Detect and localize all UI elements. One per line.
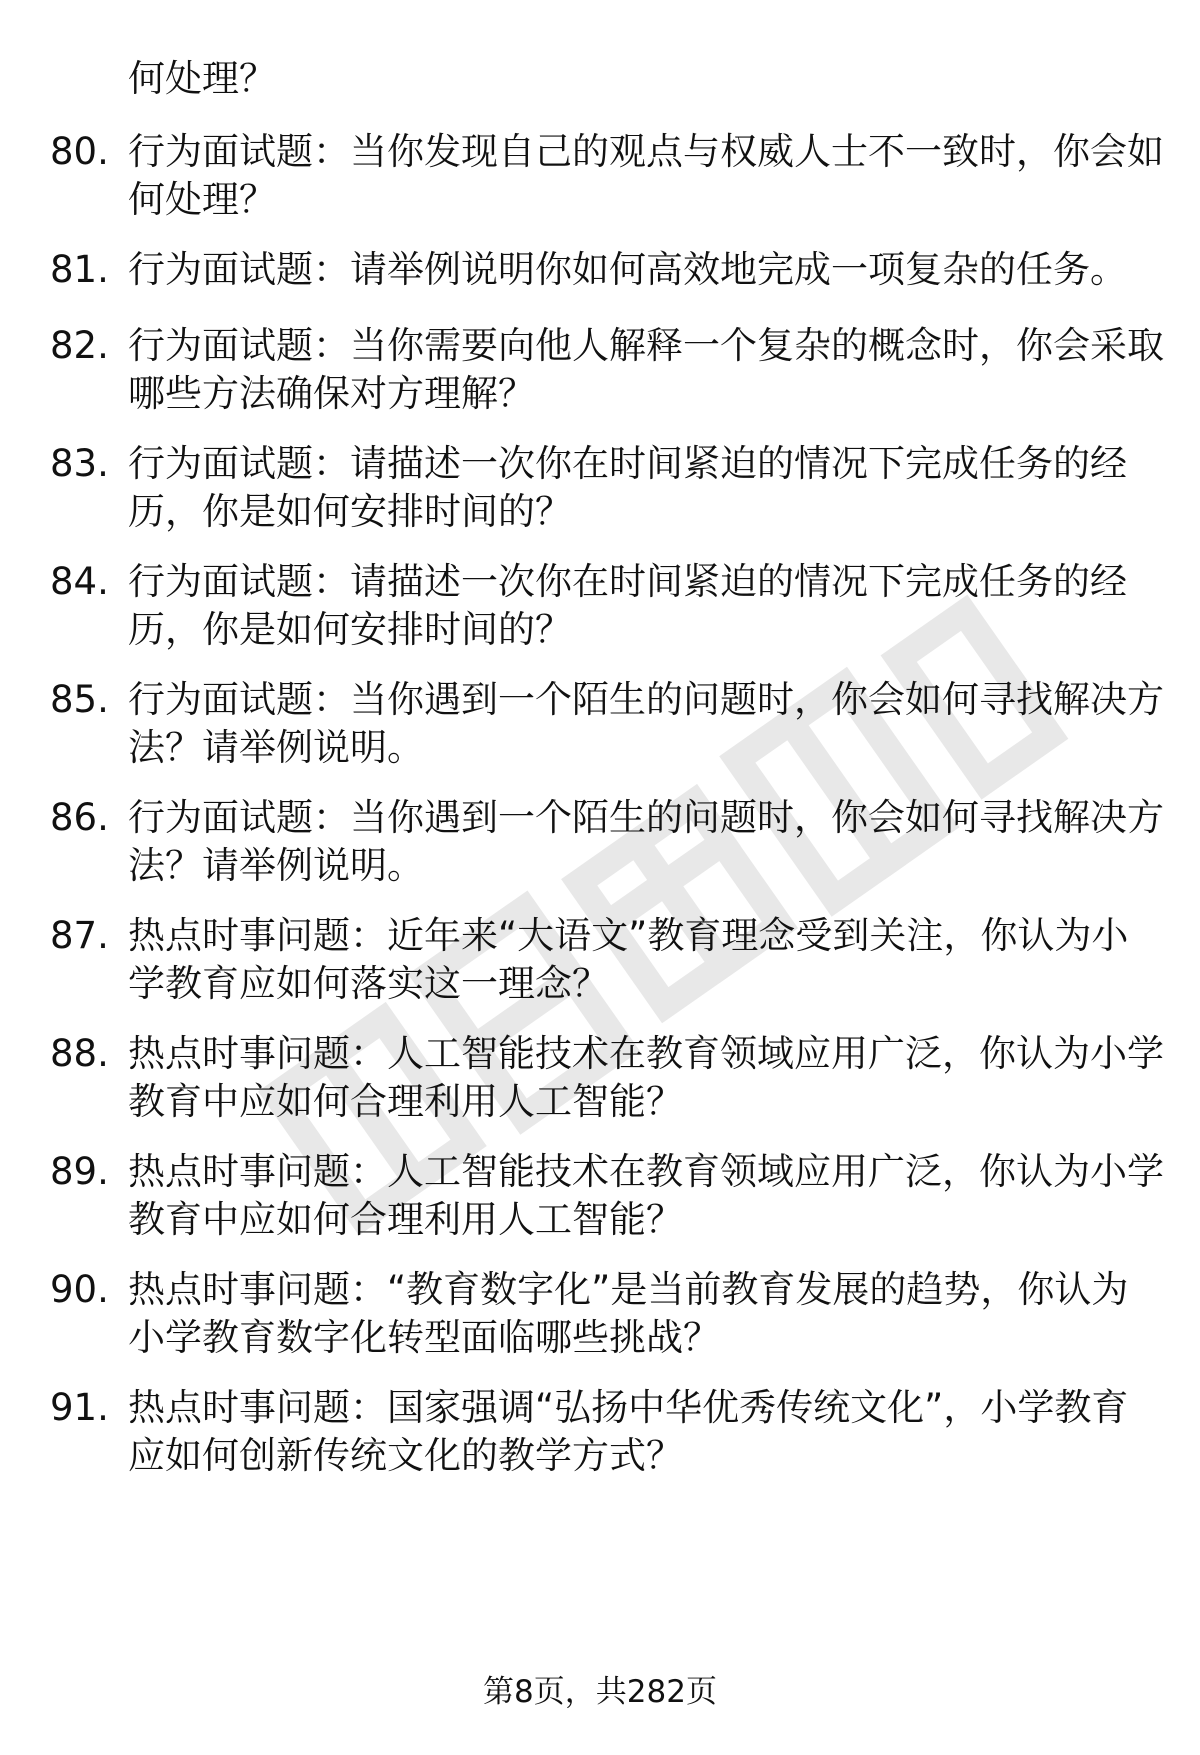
item-number: 88. xyxy=(50,1032,109,1075)
item-line: 法？请举例说明。 xyxy=(128,844,424,887)
item-number: 89. xyxy=(50,1150,109,1193)
item-text xyxy=(128,1148,1164,1244)
item-line: 行为面试题：请描述一次你在时间紧迫的情况下完成任务的经 xyxy=(128,442,1127,485)
item-text xyxy=(128,558,1148,654)
page-footer: 第8页，共282页 xyxy=(483,1674,717,1710)
item-line: 行为面试题：当你需要向他人解释一个复杂的概念时，你会采取 xyxy=(128,324,1164,367)
item-line: 小学教育数字化转型面临哪些挑战？ xyxy=(128,1316,720,1359)
item-line: 热点时事问题：国家强调“弘扬中华优秀传统文化”，小学教育 xyxy=(128,1386,1129,1429)
item-number: 82. xyxy=(50,324,109,367)
item-number: 80. xyxy=(50,130,109,173)
item-number: 81. xyxy=(50,248,109,291)
item-line: 热点时事问题：人工智能技术在教育领域应用广泛，你认为小学 xyxy=(128,1150,1164,1193)
item-text xyxy=(128,1266,1148,1362)
item-text xyxy=(128,676,1164,772)
item-number: 83. xyxy=(50,442,109,485)
item-line: 行为面试题：当你遇到一个陌生的问题时，你会如何寻找解决方 xyxy=(128,796,1164,839)
item-number: 85. xyxy=(50,678,109,721)
item-number: 84. xyxy=(50,560,109,603)
item-line: 教育中应如何合理利用人工智能？ xyxy=(128,1198,683,1241)
item-line: 行为面试题：当你发现自己的观点与权威人士不一致时，你会如 xyxy=(128,130,1164,173)
item-line: 行为面试题：当你遇到一个陌生的问题时，你会如何寻找解决方 xyxy=(128,678,1164,721)
continuation-text: 何处理？ xyxy=(128,57,276,100)
item-line: 教育中应如何合理利用人工智能？ xyxy=(128,1080,683,1123)
item-line: 法？请举例说明。 xyxy=(128,726,424,769)
item-line: 哪些方法确保对方理解？ xyxy=(128,372,535,415)
item-text xyxy=(128,1030,1164,1126)
item-line: 何处理？ xyxy=(128,178,276,221)
item-number: 86. xyxy=(50,796,109,839)
item-text xyxy=(128,912,1148,1008)
item-line: 热点时事问题：人工智能技术在教育领域应用广泛，你认为小学 xyxy=(128,1032,1164,1075)
item-line: 行为面试题：请描述一次你在时间紧迫的情况下完成任务的经 xyxy=(128,560,1127,603)
item-number: 91. xyxy=(50,1386,109,1429)
item-line: 热点时事问题：“教育数字化”是当前教育发展的趋势，你认为 xyxy=(128,1268,1129,1311)
item-line: 热点时事问题：近年来“大语文”教育理念受到关注，你认为小 xyxy=(128,914,1129,957)
item-text xyxy=(128,246,1148,294)
item-text xyxy=(128,1384,1148,1480)
item-text xyxy=(128,440,1148,536)
item-number: 87. xyxy=(50,914,109,957)
item-text xyxy=(128,322,1164,418)
item-line: 行为面试题：请举例说明你如何高效地完成一项复杂的任务。 xyxy=(128,248,1127,291)
item-line: 历，你是如何安排时间的？ xyxy=(128,608,572,651)
item-number: 90. xyxy=(50,1268,109,1311)
item-text xyxy=(128,128,1164,224)
item-text xyxy=(128,794,1164,890)
item-line: 学教育应如何落实这一理念？ xyxy=(128,962,609,1005)
item-line: 应如何创新传统文化的教学方式？ xyxy=(128,1434,683,1477)
item-line: 历，你是如何安排时间的？ xyxy=(128,490,572,533)
